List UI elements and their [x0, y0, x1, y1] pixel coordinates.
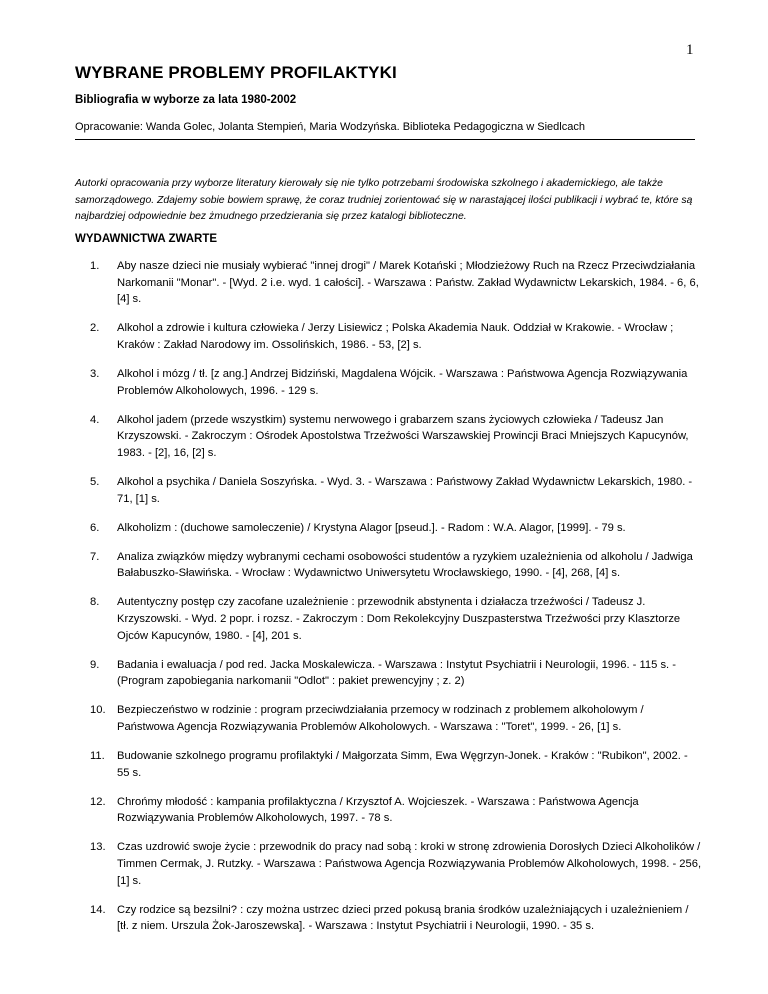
bibliography-entry	[90, 748, 702, 781]
document-title: WYBRANE PROBLEMY PROFILAKTYKI	[75, 63, 397, 82]
page-number: 1	[686, 42, 694, 58]
entry-text: Alkohol jadem (przede wszystkim) systemu nerwowego i grabarzem szans życiowych człowieka / Tadeusz Jan Krzyszowski. - Zakroczym : Ośrodek Apostolstwa Trzeźwości Warszawskiej Prowincji Braci Mniejszych Kapucynów, 1983. - [2], 16, [2] s.	[117, 413, 689, 459]
bibliography-entry	[90, 366, 702, 399]
bibliography-entry	[90, 320, 702, 353]
section-heading: WYDAWNICTWA ZWARTE	[75, 233, 218, 245]
bibliography-entry	[90, 474, 702, 507]
intro-paragraph: Autorki opracowania przy wyborze literatury kierowały się nie tylko potrzebami środowiska szkolnego i akademickiego, ale także samorządowego. Zdajemy sobie bowiem sprawę, że coraz trudniej zorientować się w narastającej ilości publikacji i wybrać te, które są najbardziej odpowiednie bez żmudnego przedzierania się przez katalogi biblioteczne.	[75, 178, 693, 222]
bibliography-entry	[90, 594, 702, 644]
bibliography-entry	[90, 258, 702, 308]
entry-number: 6.	[90, 521, 100, 534]
entry-text: Czy rodzice są bezsilni? : czy można ustrzec dzieci przed pokusą brania środków uzależniających i uzależnieniem / [tł. z niem. Urszula Żok-Jaroszewska]. - Warszawa : Instytut Psychiatrii i Neurologii, 1990. - 35 s.	[117, 903, 689, 933]
entry-text: Alkohol i mózg / tł. [z ang.] Andrzej Bidziński, Magdalena Wójcik. - Warszawa : Państwowa Agencja Rozwiązywania Problemów Alkoholowych, 1996. - 129 s.	[117, 367, 688, 397]
bibliography-list	[90, 258, 702, 947]
bibliography-entry	[90, 549, 702, 582]
entry-text: Alkoholizm : (duchowe samoleczenie) / Krystyna Alagor [pseud.]. - Radom : W.A. Alagor, [1999]. - 79 s.	[117, 521, 626, 534]
entry-text: Budowanie szkolnego programu profilaktyki / Małgorzata Simm, Ewa Węgrzyn-Jonek. - Kraków : "Rubikon", 2002. - 55 s.	[117, 750, 688, 779]
entry-text: Bezpieczeństwo w rodzinie : program przeciwdziałania przemocy w rodzinach z problemem alkoholowym / Państwowa Agencja Rozwiązywania Problemów Alkoholowych. - Warszawa : "Toret", 1999. - 26, [1] s.	[117, 704, 644, 733]
entry-text: Aby nasze dzieci nie musiały wybierać "innej drogi" / Marek Kotański ; Młodzieżowy Ruch na Rzecz Przeciwdziałania Narkomanii "Monar". - [Wyd. 2 i.e. wyd. 1 całości]. - Warszawa : Państw. Zakład Wydawnictw Lekarskich, 1984. - 6, 6, [4] s.	[117, 260, 699, 306]
entry-text: Alkohol a psychika / Daniela Soszyńska. - Wyd. 3. - Warszawa : Państwowy Zakład Wydawnictw Lekarskich, 1980. - 71, [1] s.	[117, 475, 693, 505]
bibliography-entry	[90, 702, 702, 735]
entry-text: Chrońmy młodość : kampania profilaktyczna / Krzysztof A. Wojcieszek. - Warszawa : Państwowa Agencja Rozwiązywania Problemów Alkoholowych, 1997. - 78 s.	[117, 795, 639, 825]
bibliography-entry	[90, 902, 702, 935]
entry-number: 2.	[90, 322, 100, 335]
entry-number: 1.	[90, 260, 100, 272]
entry-number: 3.	[90, 367, 100, 380]
bibliography-entry	[90, 412, 702, 462]
entry-number: 5.	[90, 475, 100, 488]
entry-text: Alkohol a zdrowie i kultura człowieka / Jerzy Lisiewicz ; Polska Akademia Nauk. Oddział w Krakowie. - Wrocław ; Kraków : Zakład Narodowy im. Ossolińskich, 1986. - 53, [2] s.	[117, 322, 674, 351]
authors-line: Opracowanie: Wanda Golec, Jolanta Stempień, Maria Wodzyńska. Biblioteka Pedagogiczna w Siedlcach	[75, 121, 585, 133]
bibliography-entry	[90, 657, 702, 690]
entry-number: 7.	[90, 550, 100, 563]
document-subtitle: Bibliografia w wyborze za lata 1980-2002	[75, 94, 297, 106]
entry-number: 9.	[90, 658, 100, 671]
entry-number: 14.	[90, 903, 106, 916]
entry-number: 4.	[90, 413, 100, 426]
entry-number: 11.	[90, 750, 105, 763]
bibliography-entry	[90, 794, 702, 827]
bibliography-entry	[90, 520, 702, 537]
entry-number: 10.	[90, 704, 106, 717]
entry-number: 13.	[90, 841, 106, 854]
bibliography-entry	[90, 839, 702, 889]
entry-text: Badania i ewaluacja / pod red. Jacka Moskalewicza. - Warszawa : Instytut Psychiatrii i Neurologii, 1996. - 115 s. - (Program zapobiegania narkomanii "Odlot" : pakiet prewencyjny ; z. 2)	[117, 658, 676, 688]
entry-text: Analiza związków między wybranymi cechami osobowości studentów a ryzykiem uzależnienia od alkoholu / Jadwiga Bałabuszko-Sławińska. - Wrocław : Wydawnictwo Uniwersytetu Wrocławskiego, 1990. - [4], 268, [4] s.	[117, 550, 693, 580]
entry-text: Autentyczny postęp czy zacofane uzależnienie : przewodnik abstynenta i działacza trzeźwości / Tadeusz J. Krzyszowski. - Wyd. 2 popr. i rozsz. - Zakroczym : Dom Rekolekcyjny Duszpasterstwa Trzeźwości przy Klasztorze Ojców Kapucynów, 1980. - [4], 201 s.	[117, 596, 681, 642]
entry-number: 12.	[90, 795, 106, 808]
entry-number: 8.	[90, 596, 100, 609]
entry-text: Czas uzdrowić swoje życie : przewodnik do pracy nad sobą : kroki w stronę zdrowienia Dorosłych Dzieci Alkoholików / Timmen Cermak, J. Rutzky. - Warszawa : Państwowa Agencja Rozwiązywania Problemów Alkoholowych, 1998. - 256, [1] s.	[117, 841, 702, 887]
header-divider	[75, 139, 695, 140]
